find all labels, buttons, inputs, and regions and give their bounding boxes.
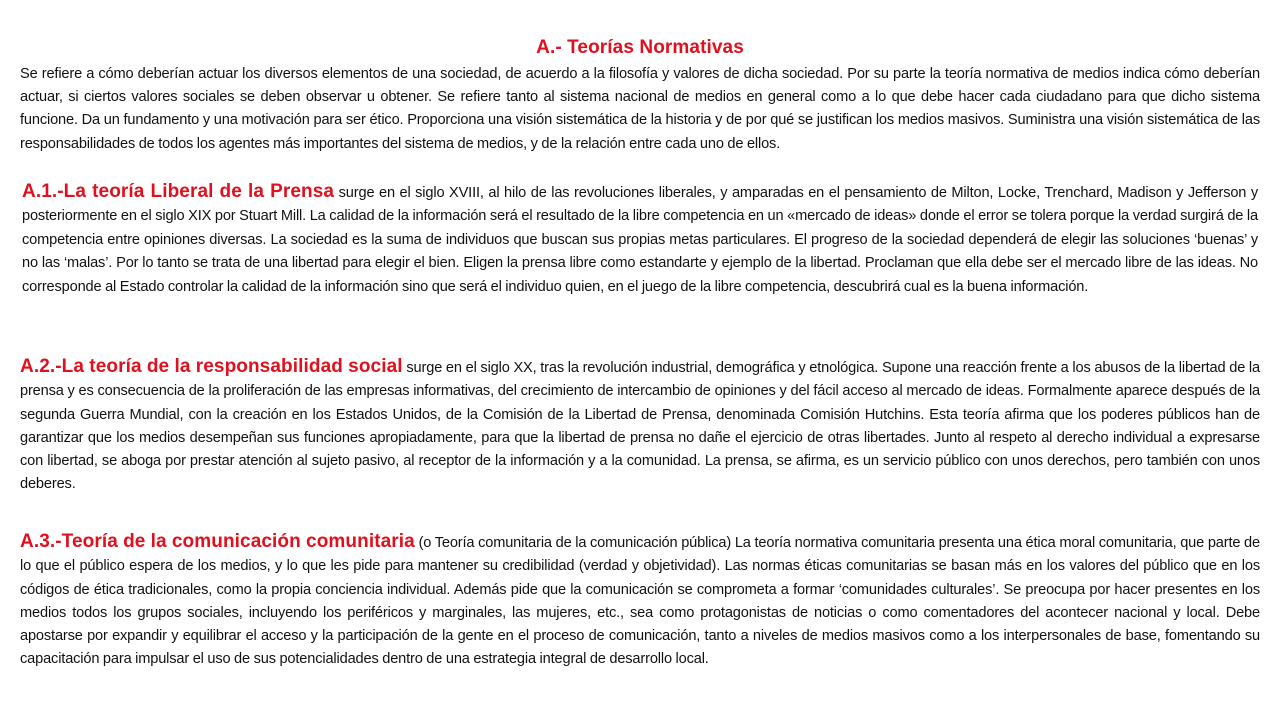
section-body: (o Teoría comunitaria de la comunicación pública) La teoría normativa comunitaria presenta una ética moral comunitaria, que parte de lo que el público espera de los medios, y lo que les pide para mantener su credibilidad (verdad y objetividad). Las normas éticas comunitarias se basan más en los valores del público que en los códigos de ética tradicionales, como la propia conciencia individual. Además pide que la comunicación se comprometa a formar ‘comunidades culturales’. Se preocupa por hacer presentes en los medios todos los grupos sociales, incluyendo los periféricos y marginales, las mujeres, etc., sea como protagonistas de noticias o como comentadores del acontecer nacional y local. Debe apostarse por expandir y equilibrar el acceso y la participación de la gente en el proceso de comunicación, tanto a niveles de medios masivos como a los interpersonales de base, fomentando su capacitación para impulsar el uso de sus potencialidades dentro de una estrategia integral de desarrollo local.: [20, 535, 1260, 668]
section-body: surge en el siglo XVIII, al hilo de las revoluciones liberales, y amparadas en el pensamiento de Milton, Locke, Trenchard, Madison y Jefferson y posteriormente en el siglo XIX por Stuart Mill. La calidad de la información será el resultado de la libre competencia en un «mercado de ideas» donde el error se tolera porque la verdad surgirá de la competencia entre opiniones diversas. La sociedad es la suma de individuos que buscan sus propias metas particulares. El progreso de la sociedad dependerá de elegir las soluciones ‘buenas’ y no las ‘malas’. Por lo tanto se trata de una libertad para elegir el bien. Eligen la prensa libre como estandarte y ejemplo de la libertad. Proclaman que ella debe ser el mercado libre de las ideas. No corresponde al Estado controlar la calidad de la información sino que será el individuo quien, en el juego de la libre competencia, descubrirá cual es la buena información.: [22, 185, 1259, 295]
section-liberal-theory: [22, 180, 1258, 299]
section-heading: A.3.-Teoría de la comunicación comunitaria: [20, 531, 415, 552]
slide-title: A.- Teorías Normativas: [536, 37, 744, 58]
intro-paragraph: Se refiere a cómo deberían actuar los diversos elementos de una sociedad, de acuerdo a la filosofía y valores de dicha sociedad. Por su parte la teoría normativa de medios indica cómo deberían actuar, si ciertos valores sociales se deben observar u obtener. Se refiere tanto al sistema nacional de medios en general como a lo que debe hacer cada ciudadano para que dicho sistema funcione. Da un fundamento y una motivación para ser ético. Proporciona una visión sistemática de la historia y de por qué se justifican los medios masivos. Suministra una visión sistemática de las responsabilidades de todos los agentes más importantes del sistema de medios, y de la relación entre cada uno de ellos.: [20, 66, 1260, 152]
section-social-responsibility-theory: [20, 355, 1260, 497]
section-community-communication-theory: [20, 530, 1260, 672]
section-heading: A.1.-La teoría Liberal de la Prensa: [22, 181, 335, 202]
section-heading: A.2.-La teoría de la responsabilidad social: [20, 356, 403, 377]
section-body: surge en el siglo XX, tras la revolución industrial, demográfica y etnológica. Supone una reacción frente a los abusos de la libertad de la prensa y es consecuencia de la proliferación de las empresas informativas, del crecimiento de intercambio de opiniones y del fácil acceso al mercado de ideas. Formalmente aparece después de la segunda Guerra Mundial, con la creación en los Estados Unidos, de la Comisión de la Libertad de Prensa, denominada Comisión Hutchins. Esta teoría afirma que los poderes públicos han de garantizar que los medios desempeñan sus funciones apropiadamente, para que la libertad de prensa no dañe el ejercicio de otras libertades. Junto al respeto al derecho individual a expresarse con libertad, se aboga por prestar atención al sujeto pasivo, al receptor de la información y a la comunidad. La prensa, se afirma, es un servicio público con unos derechos, pero también con unos deberes.: [20, 360, 1260, 493]
